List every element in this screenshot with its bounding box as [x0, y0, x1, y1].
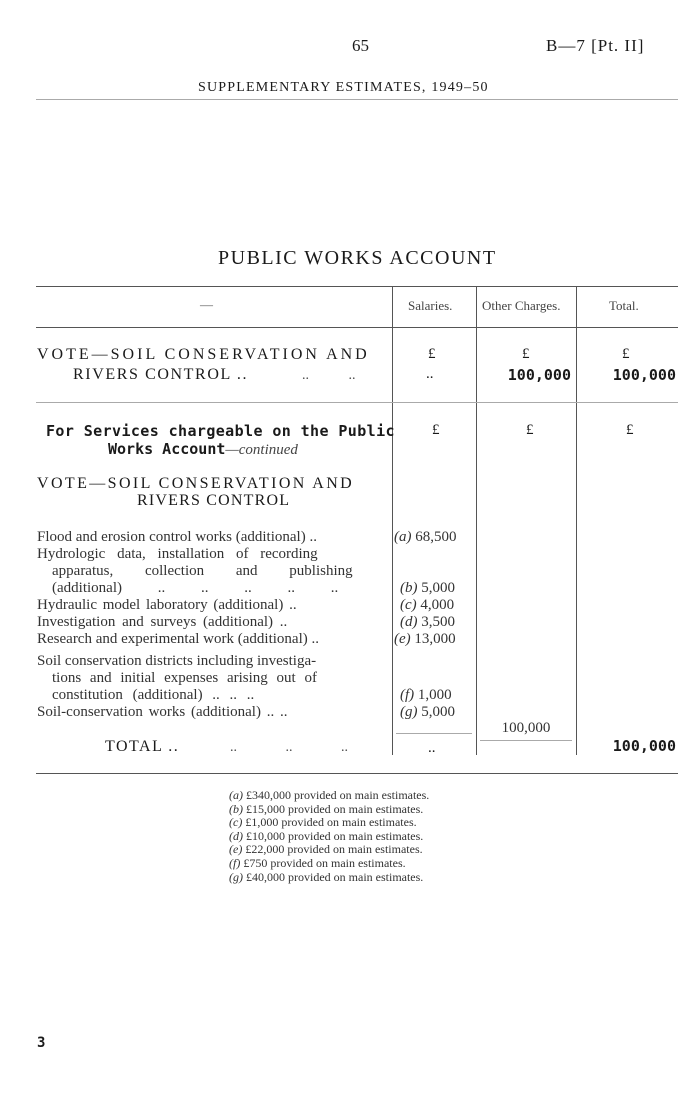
amount-flood-control	[394, 529, 457, 546]
vote-summary-salaries: ..	[426, 366, 434, 382]
other-currency-2: £	[526, 422, 534, 438]
total-currency-2: £	[626, 422, 634, 438]
note-mark-g: (g)	[400, 704, 418, 720]
page-number: 65	[352, 36, 369, 55]
column-header-salaries: Salaries.	[408, 298, 453, 313]
section-title: PUBLIC WORKS ACCOUNT	[218, 247, 497, 269]
footnotes	[229, 788, 429, 883]
amount-value: 68,500	[415, 529, 457, 545]
amount-value: 5,000	[421, 704, 455, 720]
item-flood-control: Flood and erosion control works (additional) ..	[37, 529, 317, 545]
note-mark-c: (c)	[400, 597, 417, 613]
services-heading-continued: —continued	[225, 442, 298, 458]
amount-hydraulic	[400, 597, 454, 614]
running-title: SUPPLEMENTARY ESTIMATES, 1949–50	[198, 80, 489, 95]
total-salaries: ..	[428, 740, 436, 756]
table-top-rule	[36, 286, 678, 287]
amount-soil-works	[400, 704, 455, 721]
salaries-currency-2: £	[432, 422, 440, 438]
amount-value: 1,000	[417, 687, 452, 703]
amount-investigation	[400, 614, 455, 631]
footnote-a: (a) £340,000 provided on main estimates.	[229, 788, 430, 802]
total-label: TOTAL ..	[105, 738, 180, 755]
item-hydrologic-1: Hydrologic data, installation of recording	[37, 546, 318, 562]
footnote-b: (b) £15,000 provided on main estimates.	[229, 801, 424, 816]
item-hydrologic-3: (additional) .. .. .. .. ..	[52, 580, 339, 596]
document-reference: B—7 [Pt. II]	[546, 36, 645, 55]
item-investigation: Investigation and surveys (additional) ..	[37, 614, 288, 630]
note-mark-f: (f)	[400, 687, 415, 703]
total-currency-1: £	[622, 346, 630, 362]
vote-summary-total: 100,000	[612, 366, 676, 384]
item-soil-works: Soil-conservation works (additional) .. ..	[37, 704, 288, 720]
table-bottom-rule	[36, 773, 678, 774]
item-research: Research and experimental work (additional) ..	[37, 631, 319, 647]
vote-summary-line2: RIVERS CONTROL ..	[73, 366, 249, 383]
column-divider-salaries	[392, 287, 393, 755]
footnote-d: (d) £10,000 provided on main estimates.	[229, 828, 424, 843]
column-header-other-charges: Other Charges.	[482, 298, 561, 313]
footnote-e: (e) £22,000 provided on main estimates.	[229, 842, 423, 857]
amount-soil-districts	[400, 687, 452, 704]
grand-total: 100,000	[612, 737, 676, 755]
services-heading-line2	[108, 440, 298, 459]
services-heading-line1: For Services chargeable on the Public	[46, 422, 395, 440]
footnote-f: (f) £750 provided on main estimates.	[229, 855, 406, 870]
amount-value: 13,000	[414, 631, 456, 647]
footnote-g: (g) £40,000 provided on main estimates.	[229, 869, 424, 884]
header-rule	[36, 99, 678, 100]
amount-value: 3,500	[421, 614, 455, 630]
other-subtotal-rule	[480, 740, 572, 741]
amount-value: 4,000	[420, 597, 455, 613]
note-mark-b: (b)	[400, 580, 418, 596]
column-divider-other	[476, 287, 477, 755]
other-currency-1: £	[522, 346, 530, 362]
note-mark-a: (a)	[394, 529, 412, 545]
signature-number: 3	[37, 1035, 46, 1051]
vote-summary-line1: VOTE—SOIL CONSERVATION AND	[37, 346, 370, 363]
column-header-blank: —	[200, 297, 213, 312]
amount-hydrologic	[400, 580, 455, 597]
item-soil-districts-3: constitution (additional) .. .. ..	[52, 687, 255, 703]
note-mark-d: (d)	[400, 614, 418, 630]
vote-summary-leader: .. ..	[302, 368, 356, 383]
services-heading-works-account: Works Account	[108, 440, 226, 458]
vote-detail-line2: RIVERS CONTROL	[137, 492, 291, 509]
salaries-subtotal-rule	[396, 733, 472, 734]
item-soil-districts-1: Soil conservation districts including investiga-	[37, 653, 317, 669]
item-hydraulic-model: Hydraulic model laboratory (additional) ..	[37, 597, 297, 613]
amount-value: 5,000	[421, 580, 455, 596]
column-divider-total	[576, 287, 577, 755]
item-hydrologic-2: apparatus, collection and publishing	[52, 563, 353, 579]
column-header-rule	[36, 327, 678, 328]
amount-research	[394, 631, 456, 648]
column-header-total: Total.	[609, 298, 639, 313]
salaries-currency-1: £	[428, 346, 436, 362]
footnote-c: (c) £1,000 provided on main estimates.	[229, 815, 417, 830]
vote-detail-line1: VOTE—SOIL CONSERVATION AND	[37, 475, 355, 492]
vote-summary-rule	[36, 402, 678, 403]
note-mark-e: (e)	[394, 631, 411, 647]
vote-summary-other-charges: 100,000	[507, 366, 571, 384]
other-charges-subtotal: 100,000	[501, 720, 551, 736]
total-leader: .. .. ..	[230, 740, 348, 755]
item-soil-districts-2: tions and initial expenses arising out of	[52, 670, 317, 686]
